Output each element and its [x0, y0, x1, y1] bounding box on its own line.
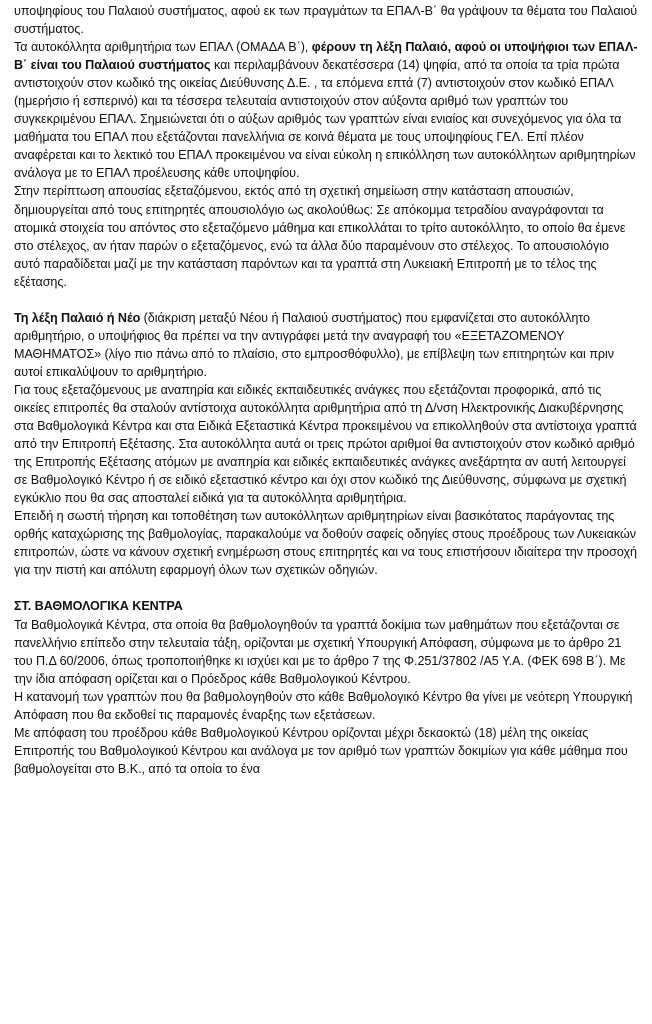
paragraph-spacer	[14, 291, 638, 309]
paragraph-absence-procedure: Στην περίπτωση απουσίας εξεταζόμενου, εκτός από τη σχετική σημείωση στην κατάσταση απουσιών, δημιουργείται από τους επιτηρητές απουσιολόγιο ως ακολούθως: Σε απόκομμα τετραδίου αναγράφονται τα ατομικά στοιχεία του απόντος στο εξεταζόμενο μάθημα και επικολλάται το τρίτο αυτοκόλλητο, το οποίο θα έμενε στο στέλεχος, αν ήταν παρών ο εξεταζόμενος, ενώ τα άλλα δύο παραμένουν στο στέλεχος. Το απουσιολόγιο αυτό παραδίδεται μαζί με την κατάσταση παρόντων και τα γραπτά στη Λυκειακή Επιτροπή με το τέλος της εξέτασης.	[14, 184, 626, 289]
paragraph-correct-placement: Επειδή η σωστή τήρηση και τοποθέτηση των αυτοκόλλητων αριθμητηρίων είναι βασικότατος παράγοντας της ορθής καταχώρισης της βαθμολογίας, παρακαλούμε να δοθούν σαφείς οδηγίες στους προέδρους των Λυκειακών επιτροπών, ώστε να κάνουν σχετική ενημέρωση στους επιτηρητές και να τους επιστήσουν ιδιαίτερα την προσοχή για την πιστή και απόλυτη εφαρμογή όλων των σχετικών οδηγιών.	[14, 509, 637, 578]
paragraph-epal-stickers	[14, 38, 638, 182]
paragraph-committee-members: Με απόφαση του προέδρου κάθε Βαθμολογικού Κέντρου ορίζονται μέχρι δεκαοκτώ (18) μέλη της οικείας Επιτροπής του Βαθμολογικού Κέντρου και ανάλογα με τον αριθμό των γραπτών δοκιμίων για κάθε μάθημα που βαθμολογείται στο Β.Κ., από τα οποία το ένα	[14, 725, 628, 776]
text-run: και περιλαμβάνουν δεκατέσσερα (14) ψηφία, από τα οποία τα τρία πρώτα αντιστοιχούν στον κωδικό της οικείας Διεύθυνσης Δ.Ε. , τα επόμενα επτά (7) αντιστοιχούν στον κωδικό ΕΠΑΛ (ημερήσιο ή εσπερινό) και τα τέσσερα τελευταία αντιστοιχούν στον αύξοντα αριθμό των γραπτών του συγκεκριμένου ΕΠΑΛ. Σημειώνεται ότι ο αύξων αριθμός των γραπτών είναι ενιαίος και συνεχόμενος για όλα τα μαθήματα του ΕΠΑΛ που εξετάζονται πανελλήνια σε κοινά θέματα με τους υποψηφίους ΓΕΛ. Επί πλέον αναφέρεται και το λεκτικό του ΕΠΑΛ προκειμένου να είναι εύκολη η επικόλληση των αυτοκόλλητων αριθμητηρίων ανάλογα με το ΕΠΑΛ προέλευσης κάθε υποψηφίου.	[14, 58, 636, 181]
bold-old-word-note: φέρουν τη λέξη Παλαιό, αφού οι υποψήφιοι των ΕΠΑΛ-Β΄ είναι του Παλαιού συστήματος	[14, 40, 638, 73]
paragraph-distribution: Η κατανομή των γραπτών που θα βαθμολογηθούν στο κάθε Βαθμολογικό Κέντρο θα γίνει με νεότερη Υπουργική Απόφαση που θα εκδοθεί τις παραμονές έναρξης των εξετάσεων.	[14, 689, 633, 722]
bold-old-or-new: Τη λέξη Παλαιό ή Νέο	[14, 310, 141, 325]
paragraph-old-new-word	[14, 309, 638, 381]
text-run: (διάκριση μεταξύ Νέου ή Παλαιού συστήματος) που εμφανίζεται στο αυτοκόλλητο αριθμητήριο, ο υποψήφιος θα πρέπει να την αντιγράφει μετά την αναγραφή του «ΕΞΕΤΑΖΟΜΕΝΟΥ ΜΑΘΗΜΑΤΟΣ» (λίγο πιο πάνω από το πλαίσιο, στο εμπροσθόφυλλο), με επίβλεψη των επιτηρητών και πριν αυτοί επικαλύψουν το αριθμητήριο.	[14, 310, 614, 379]
section-heading: ΣΤ. ΒΑΘΜΟΛΟΓΙΚΑ ΚΕΝΤΡΑ	[14, 599, 183, 614]
text-run: Τα αυτοκόλλητα αριθμητήρια των ΕΠΑΛ (ΟΜΑΔΑ Β΄),	[14, 40, 312, 55]
paragraph-grading-centers: Τα Βαθμολογικά Κέντρα, στα οποία θα βαθμολογηθούν τα γραπτά δοκίμια των μαθημάτων που εξετάζονται σε πανελλήνιο επίπεδο στην τελευταία τάξη, ορίζονται με σχετική Υπουργική Απόφαση, σύμφωνα με το άρθρο 21 του Π.Δ 60/2006, όπως τροποποιήθηκε κι ισχύει και με το άρθρο 7 της Φ.251/37802 /Α5 Υ.Α. (ΦΕΚ 698 Β΄). Με την ίδια απόφαση ορίζεται και ο Πρόεδρος κάθε Βαθμολογικού Κέντρου.	[14, 617, 626, 686]
paragraph-spacer	[14, 579, 638, 597]
paragraph-old-system-note: υποψηφίους του Παλαιού συστήματος, αφού εκ των πραγμάτων τα ΕΠΑΛ-Β΄ θα γράψουν τα θέματα του Παλαιού συστήματος.	[14, 4, 638, 37]
paragraph-special-needs: Για τους εξεταζόμενους με αναπηρία και ειδικές εκπαιδευτικές ανάγκες που εξετάζονται προφορικά, από τις οικείες επιτροπές θα σταλούν αντίστοιχα αυτοκόλλητα αριθμητήρια από τη Δ/νση Ηλεκτρονικής Διακυβέρνησης στα Βαθμολογικά Κέντρα και στα Ειδικά Εξεταστικά Κέντρα προκειμένου να επικολληθούν στα αντίστοιχα γραπτά από την Επιτροπή Εξέτασης. Στα αυτοκόλλητα αυτά οι τρεις πρώτοι αριθμοί θα αντιστοιχούν στον κωδικό αριθμό της Επιτροπής Εξέτασης ατόμων με αναπηρία και ειδικές εκπαιδευτικές ανάγκες ανεξάρτητα αν αυτή λειτουργεί σε Βαθμολογικό Κέντρο ή σε ειδικό εξεταστικό κέντρο και όχι στον κωδικό της Διεύθυνσης, σύμφωνα με σχετική εγκύκλιο που θα σας αποσταλεί ειδικά για τα αυτοκόλλητα αριθμητήρια.	[14, 382, 637, 506]
